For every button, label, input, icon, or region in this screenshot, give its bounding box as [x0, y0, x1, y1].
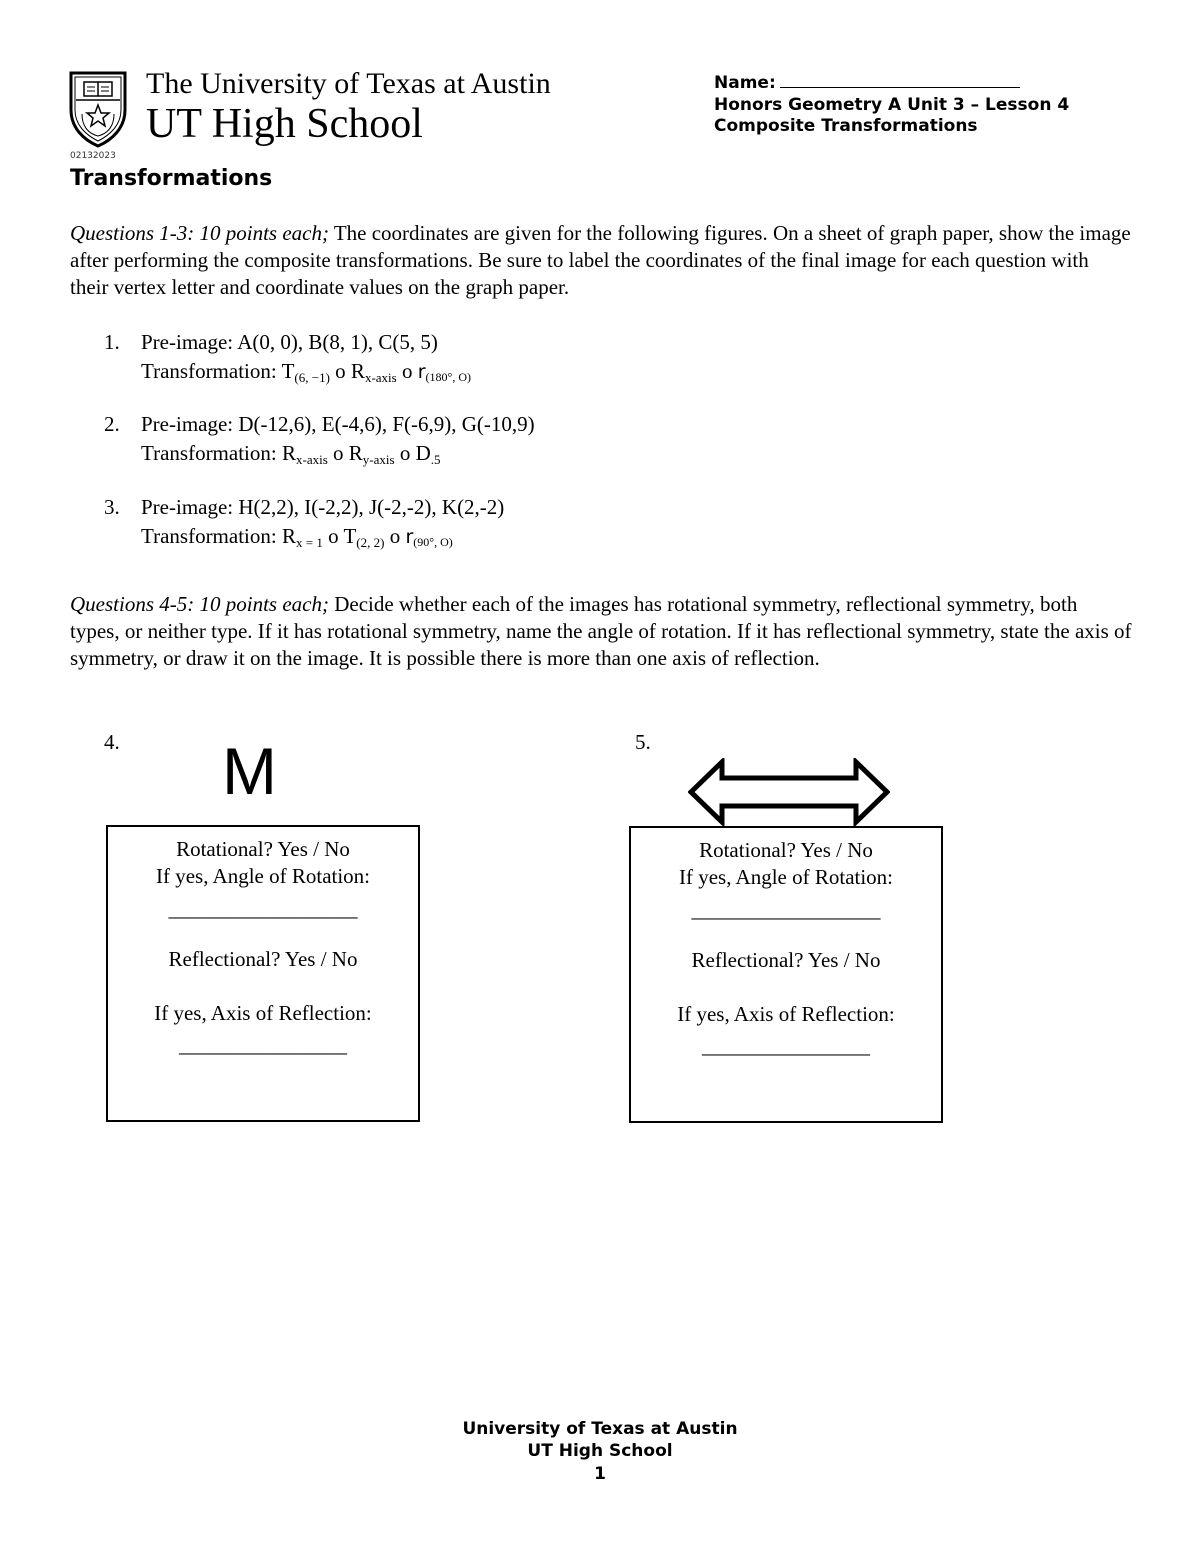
axis-blank[interactable]: ________________: [702, 1034, 870, 1058]
axis-prompt: If yes, Axis of Reflection:: [154, 1001, 372, 1025]
notation-part: o R: [329, 359, 365, 383]
question-number: 1.: [104, 330, 120, 354]
course-title: Honors Geometry A Unit 3 – Lesson 4: [714, 95, 1070, 115]
university-seal-icon: [68, 70, 128, 148]
rotational-question[interactable]: Rotational? Yes / No: [699, 838, 873, 862]
question-number: 2.: [104, 412, 120, 436]
question-number: 3.: [104, 495, 120, 519]
question-transformation: [104, 357, 471, 387]
notation-sub: .5: [430, 452, 441, 467]
notation-sub: (180°, O): [425, 370, 471, 384]
footer-school: UT High School: [527, 1441, 673, 1461]
name-line: [714, 72, 1020, 94]
notation-part: o D: [394, 441, 431, 465]
notation-sub: x-axis: [296, 452, 328, 467]
notation-part: o R: [327, 441, 363, 465]
angle-prompt: If yes, Angle of Rotation:: [155, 864, 371, 888]
name-blank[interactable]: [780, 73, 1020, 88]
notation-part: o T: [322, 524, 357, 548]
axis-blank[interactable]: ________________: [179, 1033, 347, 1057]
notation-part: o: [396, 359, 418, 383]
notation-part: R: [281, 441, 296, 465]
answer-box-4: [106, 825, 420, 1122]
school-title: UT High School: [146, 101, 423, 147]
question-preimage: Pre-image: A(0, 0), B(8, 1), C(5, 5): [141, 330, 438, 354]
part2-points: Questions 4-5: 10 points each;: [70, 592, 329, 616]
notation-part: T: [281, 359, 295, 383]
angle-blank[interactable]: __________________: [691, 898, 881, 922]
angle-prompt: If yes, Angle of Rotation:: [678, 865, 894, 889]
notation-part: o: [384, 524, 406, 548]
notation-sub: (90°, O): [413, 535, 453, 549]
notation-sub: (2, 2): [356, 535, 385, 550]
notation-sub: y-axis: [362, 452, 395, 467]
part1-instructions: [70, 220, 1132, 301]
notation-part: r: [417, 361, 426, 383]
reflectional-question[interactable]: Reflectional? Yes / No: [691, 948, 881, 972]
notation-sub: x = 1: [296, 535, 323, 550]
letter-m-figure: M: [222, 734, 277, 808]
part1-text: The coordinates are given for the following figures. On a sheet of graph paper, show the image after performing the composite transformations. Be sure to label the coordinates of the final image for each question with their vertex letter and coordinate values on the graph paper.: [70, 221, 1131, 299]
part1-points: Questions 1-3: 10 points each;: [70, 221, 329, 245]
page-number: 1: [594, 1464, 606, 1484]
transformation-label: Transformation:: [141, 359, 282, 383]
question-1: [104, 328, 471, 387]
question-number-4: 4.: [104, 730, 120, 754]
transformation-label: Transformation:: [141, 524, 282, 548]
question-transformation: [104, 439, 535, 468]
question-preimage: Pre-image: D(-12,6), E(-4,6), F(-6,9), G(-10,9): [141, 412, 535, 436]
reflectional-question[interactable]: Reflectional? Yes / No: [168, 947, 358, 971]
answer-box-5: [629, 826, 943, 1123]
notation-sub: x-axis: [364, 370, 397, 385]
rotational-question[interactable]: Rotational? Yes / No: [176, 837, 350, 861]
part2-text: Decide whether each of the images has rotational symmetry, reflectional symmetry, both types, or neither type. If it has rotational symmetry, name the angle of rotation. If it has reflectional symmetry, state the axis of symmetry, or draw it on the image. It is possible there is more than one axis of reflection.: [70, 592, 1132, 670]
question-2: [104, 410, 535, 468]
question-transformation: [104, 522, 504, 552]
angle-blank[interactable]: __________________: [168, 897, 358, 921]
part2-instructions: [70, 591, 1132, 672]
double-headed-arrow-icon: [688, 758, 890, 826]
form-code: 02132023: [70, 151, 116, 161]
university-title: The University of Texas at Austin: [146, 67, 551, 100]
question-preimage: Pre-image: H(2,2), I(-2,2), J(-2,-2), K(2,-2): [141, 495, 505, 519]
section-title: Transformations: [70, 166, 273, 191]
notation-part: r: [405, 526, 414, 548]
question-number-5: 5.: [635, 730, 651, 754]
lesson-title: Composite Transformations: [714, 116, 978, 136]
question-3: [104, 493, 504, 552]
notation-sub: (6, −1): [294, 370, 330, 385]
footer-university: University of Texas at Austin: [462, 1419, 738, 1439]
axis-prompt: If yes, Axis of Reflection:: [677, 1002, 895, 1026]
name-label: Name:: [714, 73, 776, 93]
transformation-label: Transformation:: [141, 441, 282, 465]
notation-part: R: [281, 524, 296, 548]
